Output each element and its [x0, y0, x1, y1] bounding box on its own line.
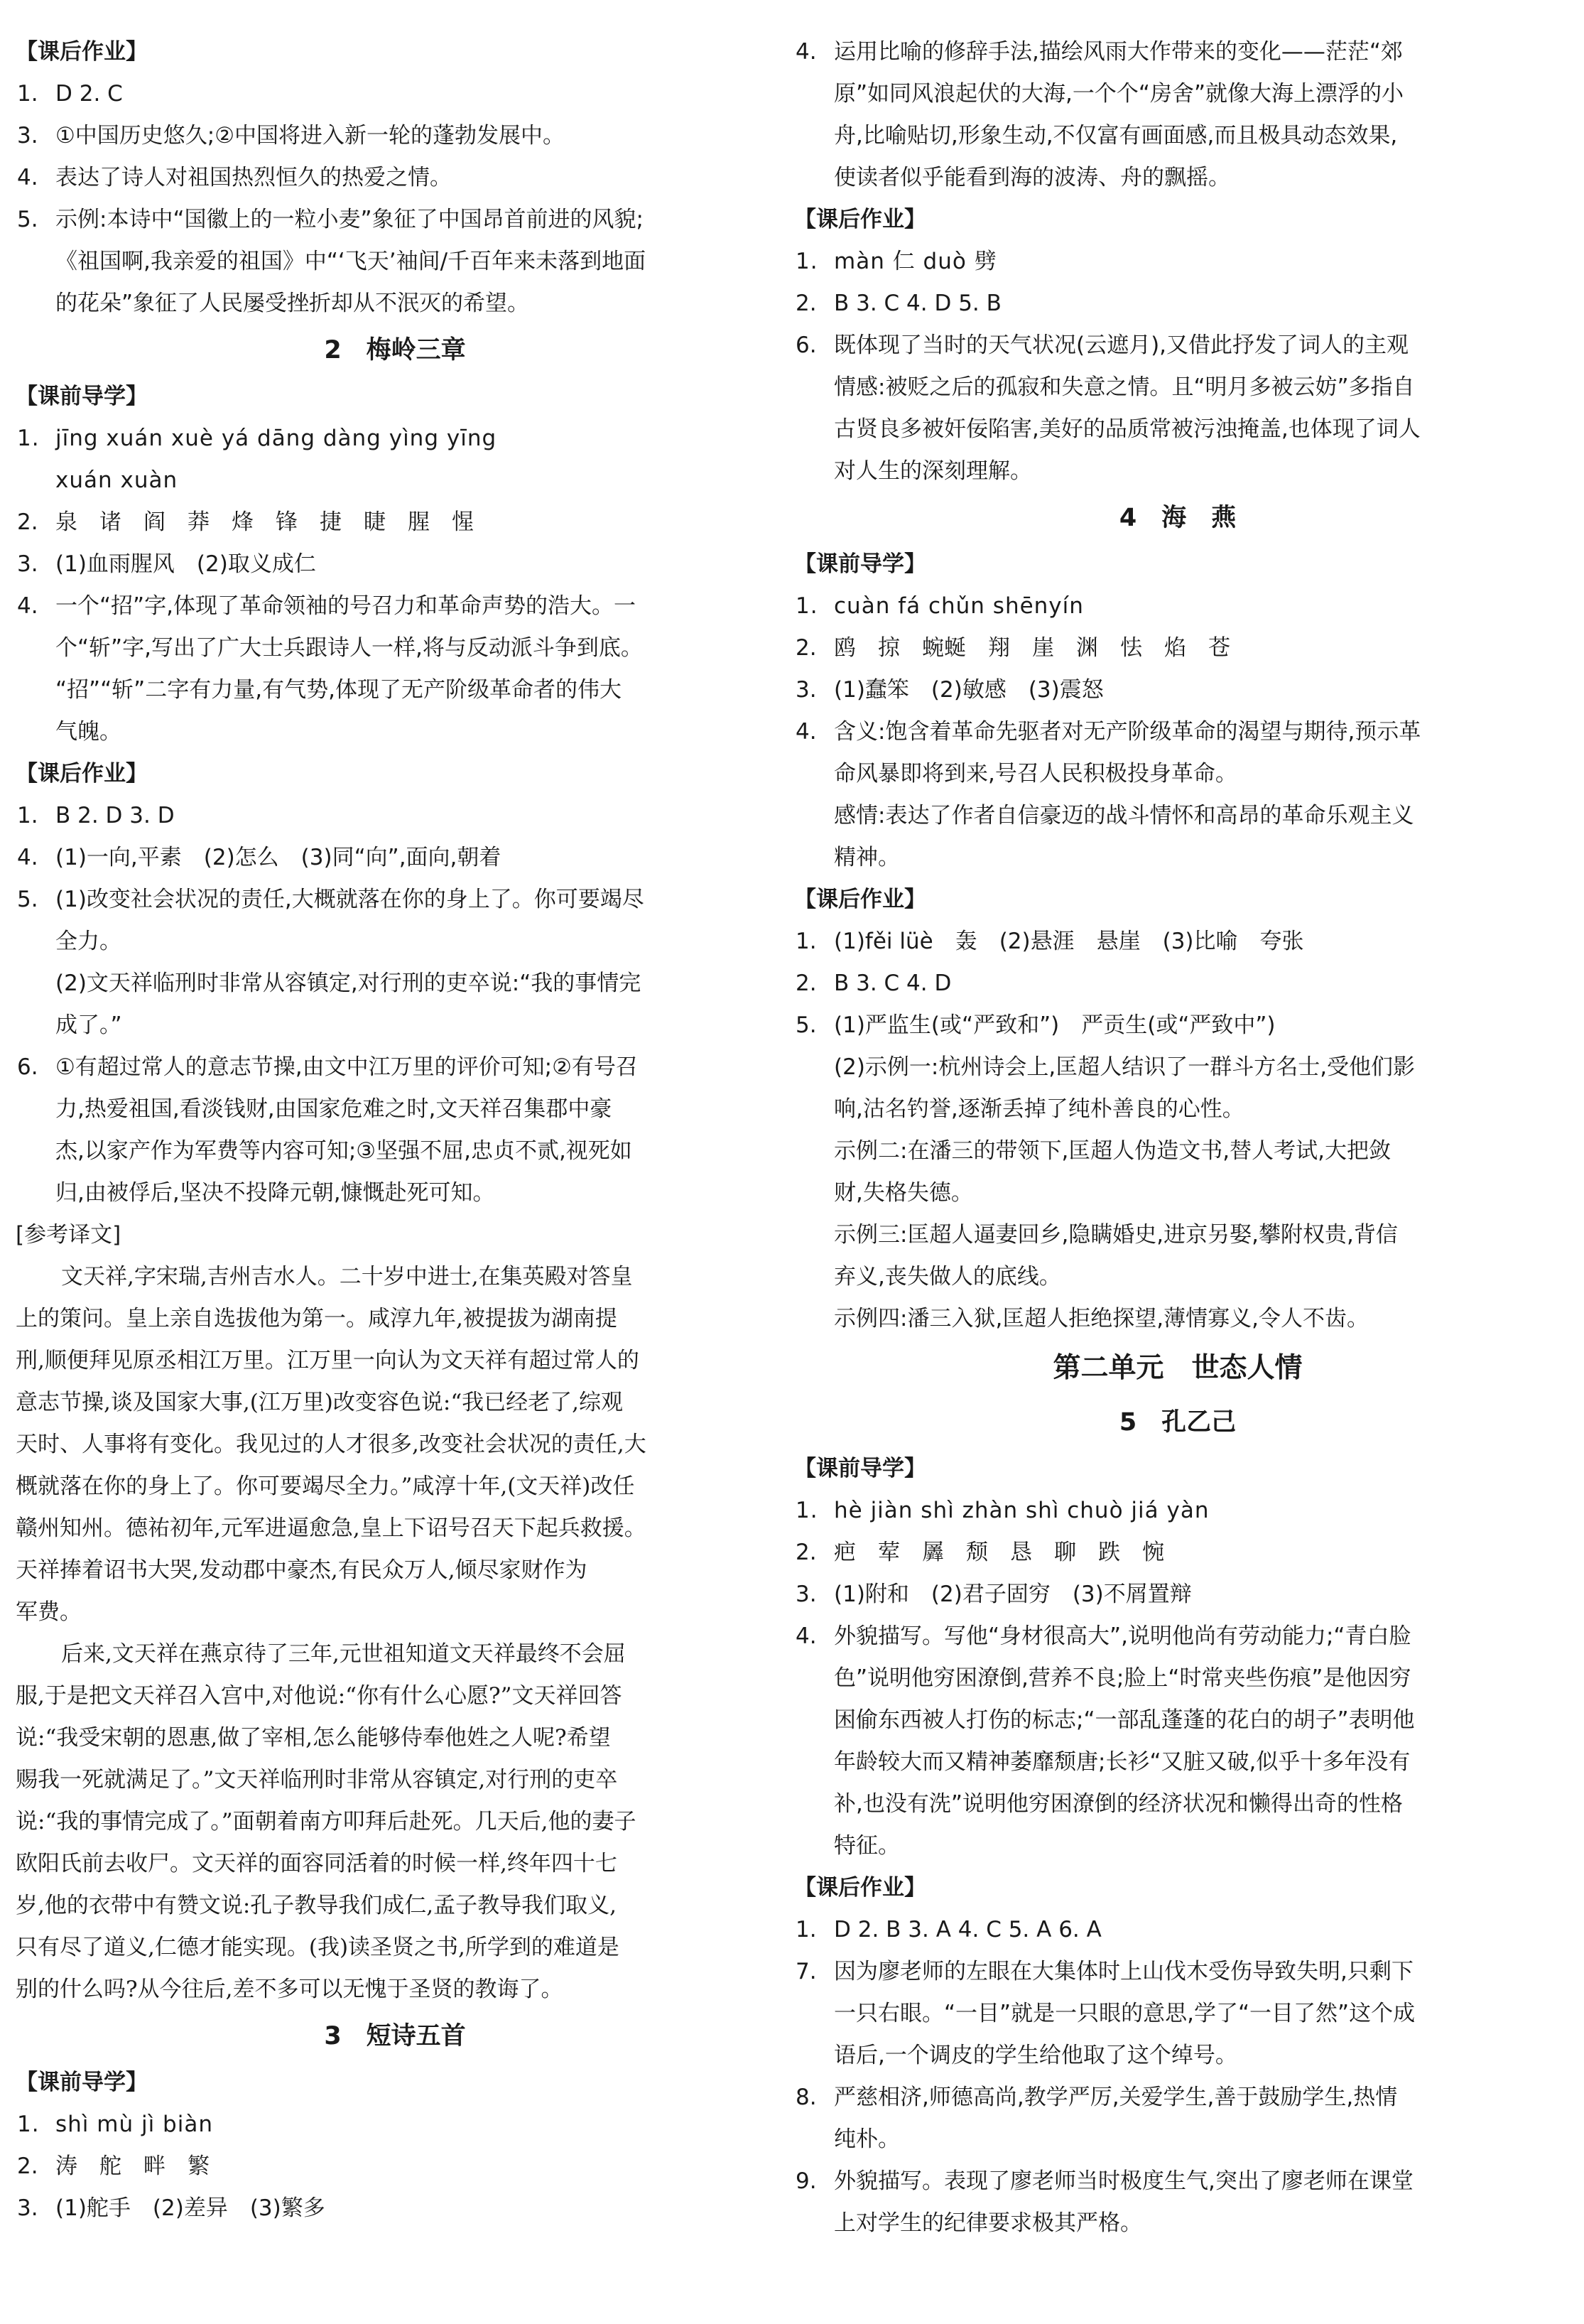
answer-item [794, 921, 1561, 963]
answer-item [16, 418, 774, 460]
item-text: (1)附和 (2)君子固穷 (3)不屑置辩 [834, 1582, 1192, 1607]
section-preview: 【课前导学】 [794, 1456, 926, 1481]
item-number: 4. [796, 719, 817, 745]
item-number: 6. [796, 333, 817, 358]
item-number: 9. [796, 2168, 817, 2194]
section-homework: 【课后作业】 [16, 39, 148, 65]
item-continuation: 力,热爱祖国,看淡钱财,由国家危难之时,文天祥召集郡中豪 [55, 1096, 612, 1122]
answer-item [16, 157, 774, 199]
item-text: cuàn fá chǔn shēnyín [834, 593, 1084, 619]
item-continuation: 特征。 [834, 1833, 900, 1859]
item-continuation: 一只右眼。“一目”就是一只眼的意思,学了“一目了然”这个成 [834, 2001, 1416, 2026]
right-column [794, 31, 1561, 2244]
item-text: 运用比喻的修辞手法,描绘风雨大作带来的变化——茫茫“郊 [834, 39, 1403, 65]
item-number: 1. [17, 426, 40, 451]
item-text: ①中国历史悠久;②中国将进入新一轮的蓬勃发展中。 [55, 123, 565, 148]
translation-line: 岁,他的衣带中有赞文说:孔子教导我们成仁,孟子教导我们取义, [16, 1893, 617, 1918]
item-number: 4. [17, 165, 38, 190]
item-number: 1. [796, 593, 818, 619]
item-continuation: 使读者似乎能看到海的波涛、舟的飘摇。 [834, 165, 1230, 190]
translation-line: 说:“我受宋朝的恩惠,做了宰相,怎么能够侍奉他姓之人呢?希望 [16, 1725, 611, 1751]
lesson-title: 2 梅岭三章 [324, 336, 466, 364]
answer-item [794, 31, 1561, 73]
lesson-title: 4 海 燕 [1119, 504, 1237, 532]
item-number: 4. [796, 1623, 817, 1649]
item-text: 严慈相济,师德高尚,教学严厉,关爱学生,善于鼓励学生,热情 [834, 2085, 1398, 2110]
item-number: 5. [17, 887, 38, 912]
translation-line: 天时、人事将有变化。我见过的人才很多,改变社会状况的责任,大 [16, 1432, 646, 1457]
answer-item [794, 2161, 1561, 2203]
item-continuation: 命风暴即将到来,号召人民积极投身革命。 [834, 761, 1237, 787]
item-text: 表达了诗人对祖国热烈恒久的热爱之情。 [55, 165, 452, 190]
item-continuation: 杰,以家产作为军费等内容可知;③坚强不屈,忠贞不贰,视死如 [55, 1138, 632, 1164]
translation-line: 概就落在你的身上了。你可要竭尽全力。”咸淳十年,(文天祥)改任 [16, 1474, 635, 1499]
section-homework: 【课后作业】 [16, 761, 148, 787]
answer-item [16, 73, 774, 115]
item-continuation: “招”“斩”二字有力量,有气势,体现了无产阶级革命者的伟大 [55, 677, 622, 703]
answer-item [794, 325, 1561, 367]
item-number: 3. [796, 677, 817, 703]
answer-item [794, 669, 1561, 711]
left-column [16, 31, 774, 2230]
item-number: 2. [17, 509, 38, 535]
section-preview: 【课前导学】 [794, 551, 926, 577]
item-number: 2. [796, 635, 817, 661]
item-continuation: 色”说明他穷困潦倒,营养不良;脸上“时常夹些伤痕”是他因穷 [834, 1665, 1411, 1691]
answer-item [794, 963, 1561, 1005]
answer-item [16, 879, 774, 921]
section-homework: 【课后作业】 [794, 1875, 926, 1901]
section-homework: 【课后作业】 [794, 207, 926, 232]
item-number: 5. [17, 207, 38, 232]
translation-line: 意志节操,谈及国家大事,(江万里)改变容色说:“我已经老了,综观 [16, 1390, 624, 1415]
answer-item [794, 1951, 1561, 1993]
item-number: 3. [17, 2195, 38, 2221]
item-continuation: 古贤良多被奸佞陷害,美好的品质常被污浊掩盖,也体现了词人 [834, 416, 1421, 442]
item-number: 2. [796, 971, 817, 996]
item-text: 外貌描写。表现了廖老师当时极度生气,突出了廖老师在课堂 [834, 2168, 1414, 2194]
item-continuation: 响,沽名钓誉,逐渐丢掉了纯朴善良的心性。 [834, 1096, 1244, 1122]
lesson-title: 3 短诗五首 [324, 2022, 466, 2050]
item-continuation: 全力。 [55, 929, 121, 954]
item-continuation: 的花朵”象征了人民屡受挫折却从不泯灭的希望。 [55, 291, 530, 316]
answer-item [794, 241, 1561, 283]
answer-item [16, 115, 774, 157]
item-continuation: 年龄较大而又精神萎靡颓唐;长衫“又脏又破,似乎十多年没有 [834, 1749, 1411, 1775]
answer-item [16, 199, 774, 241]
item-text: 示例:本诗中“国徽上的一粒小麦”象征了中国昂首前进的风貌; [55, 207, 644, 232]
item-number: 1. [17, 803, 38, 828]
item-text: B 3. C 4. D 5. B [834, 291, 1002, 316]
answer-item [794, 2077, 1561, 2119]
translation-line: 后来,文天祥在燕京待了三年,元世祖知道文天祥最终不会屈 [61, 1641, 626, 1667]
answer-item [16, 585, 774, 627]
item-text: hè jiàn shì zhàn shì chuò jiá yàn [834, 1498, 1210, 1523]
item-text: 既体现了当时的天气状况(云遮月),又借此抒发了词人的主观 [834, 333, 1409, 358]
translation-line: 只有尽了道义,仁德才能实现。(我)读圣贤之书,所学到的难道是 [16, 1935, 619, 1960]
item-number: 6. [17, 1054, 38, 1080]
item-subpart: 示例二:在潘三的带领下,匡超人伪造文书,替人考试,大把敛 [834, 1138, 1392, 1164]
translation-line: 天祥捧着诏书大哭,发动郡中豪杰,有民众万人,倾尽家财作为 [16, 1557, 587, 1583]
item-number: 1. [17, 2112, 40, 2137]
item-subpart: 示例四:潘三入狱,匡超人拒绝探望,薄情寡义,令人不齿。 [834, 1306, 1369, 1331]
reference-translation-heading: [参考译文] [16, 1222, 121, 1248]
item-number: 2. [796, 1540, 817, 1565]
item-number: 1. [796, 929, 817, 954]
answer-item [16, 2146, 774, 2188]
section-homework: 【课后作业】 [794, 887, 926, 912]
answer-item [794, 585, 1561, 627]
answer-item [794, 627, 1561, 669]
item-continuation: 语后,一个调皮的学生给他取了这个绰号。 [834, 2043, 1237, 2068]
item-continuation: 成了。” [55, 1012, 122, 1038]
answer-item [16, 837, 774, 879]
answer-item [794, 283, 1561, 325]
item-number: 4. [17, 593, 38, 619]
section-preview: 【课前导学】 [16, 2070, 148, 2095]
item-text: jīng xuán xuè yá dāng dàng yìng yīng [55, 426, 497, 451]
item-number: 3. [17, 551, 38, 577]
item-continuation: 补,也没有洗”说明他穷困潦倒的经济状况和懒得出奇的性格 [834, 1791, 1403, 1817]
item-text: 涛 舵 畔 繁 [55, 2153, 210, 2179]
item-text: (1)舵手 (2)差异 (3)繁多 [55, 2195, 325, 2221]
item-number: 3. [17, 123, 38, 148]
item-number: 1. [796, 249, 818, 274]
item-continuation: 舟,比喻贴切,形象生动,不仅富有画面感,而且极具动态效果, [834, 123, 1398, 148]
item-continuation: 财,失格失德。 [834, 1180, 973, 1206]
answer-item [16, 795, 774, 837]
translation-line: 军费。 [16, 1599, 82, 1625]
item-number: 4. [17, 845, 38, 870]
item-text: D 2. C [55, 81, 123, 107]
item-text: 疤 荤 羼 颓 恳 聊 跌 惋 [834, 1540, 1164, 1565]
answer-item [794, 1490, 1561, 1532]
item-continuation: 困偷东西被人打伤的标志;“一部乱蓬蓬的花白的胡子”表明他 [834, 1707, 1415, 1733]
item-continuation: 纯朴。 [834, 2126, 900, 2152]
answer-item [16, 2104, 774, 2146]
item-number: 1. [796, 1498, 818, 1523]
item-text: 一个“招”字,体现了革命领袖的号召力和革命声势的浩大。一 [55, 593, 636, 619]
item-text: 含义:饱含着革命先驱者对无产阶级革命的渴望与期待,预示革 [834, 719, 1421, 745]
answer-item [794, 1574, 1561, 1616]
item-subpart: (2)文天祥临刑时非常从容镇定,对行刑的吏卒说:“我的事情完 [55, 971, 641, 996]
item-text: ①有超过常人的意志节操,由文中江万里的评价可知;②有号召 [55, 1054, 638, 1080]
item-continuation: 上对学生的纪律要求极其严格。 [834, 2210, 1142, 2236]
translation-line: 赐我一死就满足了。”文天祥临刑时非常从容镇定,对行刑的吏卒 [16, 1767, 618, 1793]
item-subpart: 示例三:匡超人逼妻回乡,隐瞒婚史,进京另娶,攀附权贵,背信 [834, 1222, 1398, 1248]
answer-item [794, 1005, 1561, 1047]
translation-line: 服,于是把文天祥召入宫中,对他说:“你有什么心愿?”文天祥回答 [16, 1683, 622, 1709]
item-text: 鸥 掠 蜿蜒 翔 崖 渊 怯 焰 苍 [834, 635, 1230, 661]
item-text: (1)一向,平素 (2)怎么 (3)同“向”,面向,朝着 [55, 845, 501, 870]
item-text: 泉 诸 阎 莽 烽 锋 捷 睫 腥 惺 [55, 509, 474, 535]
item-number: 7. [796, 1959, 817, 1984]
item-continuation: 弃义,丧失做人的底线。 [834, 1264, 1061, 1290]
item-number: 2. [17, 2153, 38, 2179]
translation-line: 刑,顺便拜见原丞相江万里。江万里一向认为文天祥有超过常人的 [16, 1348, 639, 1373]
item-text: (1)血雨腥风 (2)取义成仁 [55, 551, 316, 577]
translation-line: 上的策问。皇上亲自选拔他为第一。咸淳九年,被提拔为湖南提 [16, 1306, 617, 1331]
item-number: 1. [17, 81, 38, 107]
answer-item [16, 544, 774, 585]
translation-line: 欧阳氏前去收尸。文天祥的面容同活着的时候一样,终年四十七 [16, 1851, 617, 1876]
item-continuation: 对人生的深刻理解。 [834, 458, 1032, 484]
item-continuation: 情感:被贬之后的孤寂和失意之情。且“明月多被云妨”多指自 [834, 374, 1415, 400]
item-subpart: (2)示例一:杭州诗会上,匡超人结识了一群斗方名士,受他们影 [834, 1054, 1416, 1080]
item-number: 8. [796, 2085, 817, 2110]
item-text: B 2. D 3. D [55, 803, 175, 828]
translation-line: 文天祥,字宋瑞,吉州吉水人。二十岁中进士,在集英殿对答皇 [61, 1264, 633, 1290]
item-continuation: xuán xuàn [55, 467, 178, 493]
answer-item [794, 1616, 1561, 1658]
item-text: (1)蠢笨 (2)敏感 (3)震怒 [834, 677, 1104, 703]
translation-line: 赣州知州。德祐初年,元军进逼愈急,皇上下诏号召天下起兵救援。 [16, 1515, 646, 1541]
answer-item [794, 711, 1561, 753]
item-continuation: 《祖国啊,我亲爱的祖国》中“‘飞天’袖间/千百年来未落到地面 [55, 249, 646, 274]
item-continuation: 精神。 [834, 845, 900, 870]
item-text: B 3. C 4. D [834, 971, 952, 996]
item-number: 4. [796, 39, 817, 65]
item-continuation: 归,由被俘后,坚决不投降元朝,慷慨赴死可知。 [55, 1180, 495, 1206]
item-text: shì mù jì biàn [55, 2112, 213, 2137]
item-continuation: 个“斩”字,写出了广大士兵跟诗人一样,将与反动派斗争到底。 [55, 635, 643, 661]
item-text: 外貌描写。写他“身材很高大”,说明他尚有劳动能力;“青白脸 [834, 1623, 1411, 1649]
answer-item [16, 502, 774, 544]
item-continuation: 气魄。 [55, 719, 121, 745]
answer-item [16, 1047, 774, 1088]
answer-item [794, 1909, 1561, 1951]
item-text: D 2. B 3. A 4. C 5. A 6. A [834, 1917, 1102, 1942]
item-text: màn 仁 duò 劈 [834, 249, 997, 274]
translation-line: 说:“我的事情完成了。”面朝着南方叩拜后赴死。几天后,他的妻子 [16, 1809, 636, 1834]
item-number: 5. [796, 1012, 817, 1038]
item-subpart: 感情:表达了作者自信豪迈的战斗情怀和高昂的革命乐观主义 [834, 803, 1414, 828]
item-text: 因为廖老师的左眼在大集体时上山伐木受伤导致失明,只剩下 [834, 1959, 1414, 1984]
answer-item [794, 1532, 1561, 1574]
translation-line: 别的什么吗?从今往后,差不多可以无愧于圣贤的教诲了。 [16, 1977, 563, 2002]
item-number: 3. [796, 1582, 817, 1607]
item-text: (1)fěi lüè 轰 (2)悬涯 悬崖 (3)比喻 夸张 [834, 929, 1304, 954]
item-continuation: 原”如同风浪起伏的大海,一个个“房舍”就像大海上漂浮的小 [834, 81, 1404, 107]
answer-item [16, 2188, 774, 2230]
item-number: 2. [796, 291, 817, 316]
section-preview: 【课前导学】 [16, 384, 148, 409]
item-number: 1. [796, 1917, 817, 1942]
unit-title: 第二单元 世态人情 [1053, 1352, 1303, 1384]
lesson-title: 5 孔乙己 [1119, 1408, 1237, 1437]
item-text: (1)严监生(或“严致和”) 严贡生(或“严致中”) [834, 1012, 1276, 1038]
item-text: (1)改变社会状况的责任,大概就落在你的身上了。你可要竭尽 [55, 887, 644, 912]
